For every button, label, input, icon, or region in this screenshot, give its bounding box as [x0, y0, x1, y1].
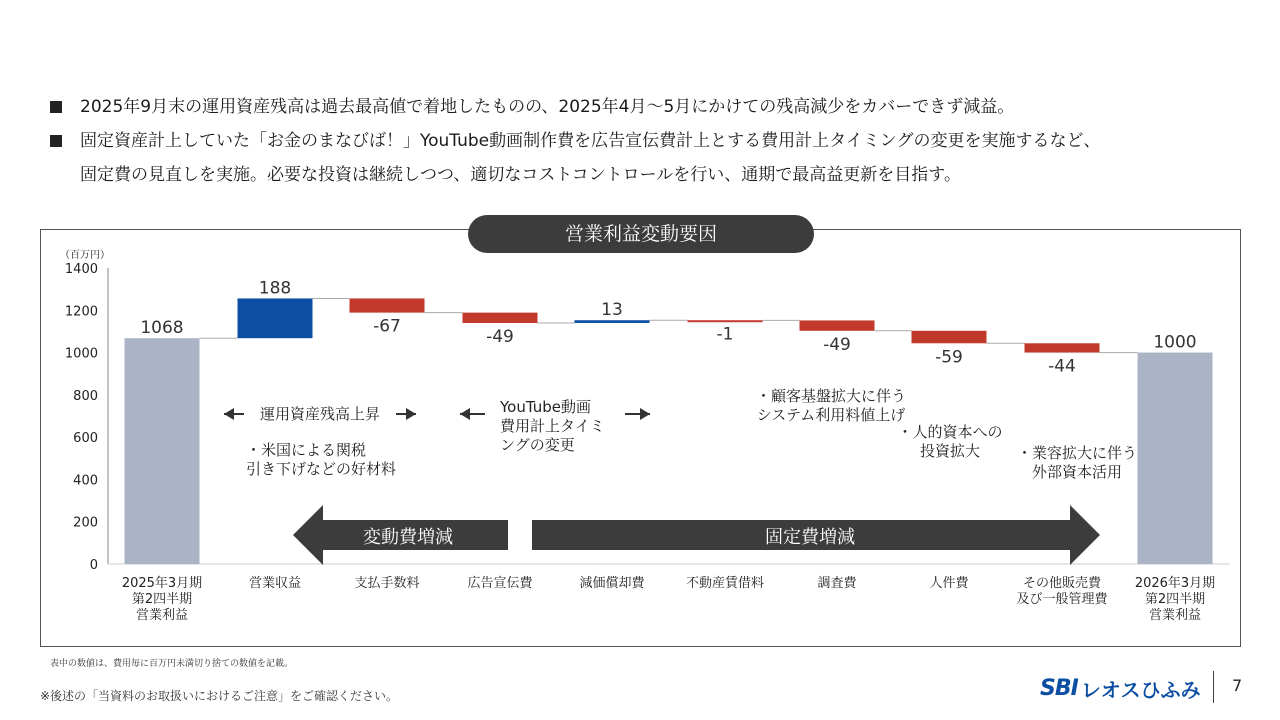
x-category-label: 人件費 — [929, 576, 969, 591]
annotation-arrow-left-head — [224, 408, 234, 420]
footnote: 表中の数値は、費用毎に百万円未満切り捨ての数値を記載。 — [50, 659, 294, 669]
x-category-label: 営業収益 — [248, 576, 302, 591]
page-number: 7 — [1232, 676, 1243, 695]
annotation-text: YouTube動画 — [500, 398, 591, 416]
waterfall-bar — [238, 298, 313, 338]
x-category-label: 2025年3月期 — [121, 576, 203, 591]
annotation-text: 外部資本活用 — [1031, 463, 1123, 481]
x-category-label: 不動産賃借料 — [685, 576, 765, 591]
y-tick-label: 0 — [89, 558, 98, 573]
x-category-label: その他販売費 — [1022, 576, 1102, 591]
y-unit-label: （百万円） — [60, 250, 110, 261]
logo-mark: SBI — [1040, 675, 1078, 701]
waterfall-bar — [1138, 353, 1213, 564]
x-category-label: 調査費 — [817, 576, 857, 591]
y-tick-label: 1000 — [64, 346, 98, 362]
bullet-2-continued: 固定費の見直しを実施。必要な投資は継続しつつ、適切なコストコントロールを行い、通期で最高益更新を目指す。 — [80, 165, 961, 185]
y-tick-label: 800 — [73, 388, 98, 404]
annotation-arrow-left-head — [460, 408, 470, 420]
x-category-label: 営業利益 — [135, 608, 189, 623]
company-logo — [1040, 670, 1201, 706]
bar-value-label: -67 — [373, 316, 401, 337]
annotation-text: 運用資産残高上昇 — [259, 405, 381, 423]
waterfall-bar — [350, 298, 425, 312]
y-tick-label: 200 — [73, 515, 98, 531]
bullet-1: 2025年9月末の運用資産残高は過去最高値で着地したものの、2025年4月～5月にかけての残高減少をカバーできず減益。 — [50, 90, 1240, 124]
x-category-label: 第2四半期 — [1144, 592, 1206, 607]
fixed-cost-range-label: 固定費増減 — [765, 527, 855, 548]
x-category-label: 減価償却費 — [579, 576, 645, 591]
annotation-text: ・人的資本への — [897, 423, 1003, 441]
waterfall-bar — [688, 320, 763, 322]
bar-value-label: -1 — [716, 324, 734, 345]
annotation-arrow-right-head — [640, 408, 650, 420]
annotation-text: 費用計上タイミ — [500, 417, 605, 435]
waterfall-bar — [463, 313, 538, 323]
disclaimer: ※後述の「当資料のお取扱いにおけるご注意」をご確認ください。 — [40, 689, 399, 703]
annotation-arrow-right-head — [406, 408, 416, 420]
y-tick-label: 400 — [73, 473, 98, 489]
waterfall-bar — [125, 338, 200, 564]
logo-name: レオスひふみ — [1080, 677, 1201, 702]
annotation-text: 投資拡大 — [919, 442, 981, 460]
variable-cost-range-label: 変動費増減 — [363, 527, 453, 548]
bar-value-label: -44 — [1048, 356, 1076, 377]
annotation-text: ・米国による関税 — [246, 441, 367, 459]
annotation-text: 引き下げなどの好材料 — [246, 460, 397, 478]
bar-value-label: -49 — [486, 326, 514, 347]
x-category-label: 第2四半期 — [131, 592, 193, 607]
chart-title: 営業利益変動要因 — [468, 215, 814, 253]
annotation-text: システム利用料値上げ — [756, 406, 906, 424]
bullet-2: 固定資産計上していた「お金のまなびば！」YouTube動画制作費を広告宣伝費計上とする費用計上タイミングの変更を実施するなど、 — [50, 124, 1240, 158]
logo-divider — [1213, 671, 1214, 703]
annotation-text: ングの変更 — [500, 436, 575, 454]
annotation-text: ・顧客基盤拡大に伴う — [755, 387, 907, 405]
x-category-label: 及び一般管理費 — [1016, 592, 1108, 607]
waterfall-bar — [575, 320, 650, 323]
waterfall-bar — [800, 320, 875, 330]
waterfall-bar — [1025, 343, 1100, 352]
x-category-label: 支払手数料 — [354, 576, 420, 591]
y-tick-label: 1200 — [64, 304, 98, 320]
y-tick-label: 1400 — [64, 262, 98, 277]
waterfall-bar — [912, 331, 987, 343]
bar-value-label: 1000 — [1153, 332, 1197, 353]
x-category-label: 営業利益 — [1148, 608, 1202, 623]
bar-value-label: 188 — [258, 278, 292, 299]
y-tick-label: 600 — [73, 431, 98, 447]
bar-value-label: 13 — [601, 300, 623, 321]
x-category-label: 広告宣伝費 — [467, 576, 533, 591]
bar-value-label: -49 — [823, 334, 851, 355]
bar-value-label: 1068 — [140, 318, 184, 339]
x-category-label: 2026年3月期 — [1134, 576, 1216, 591]
annotation-text: ・業容拡大に伴う — [1016, 444, 1138, 462]
bar-value-label: -59 — [935, 347, 963, 368]
